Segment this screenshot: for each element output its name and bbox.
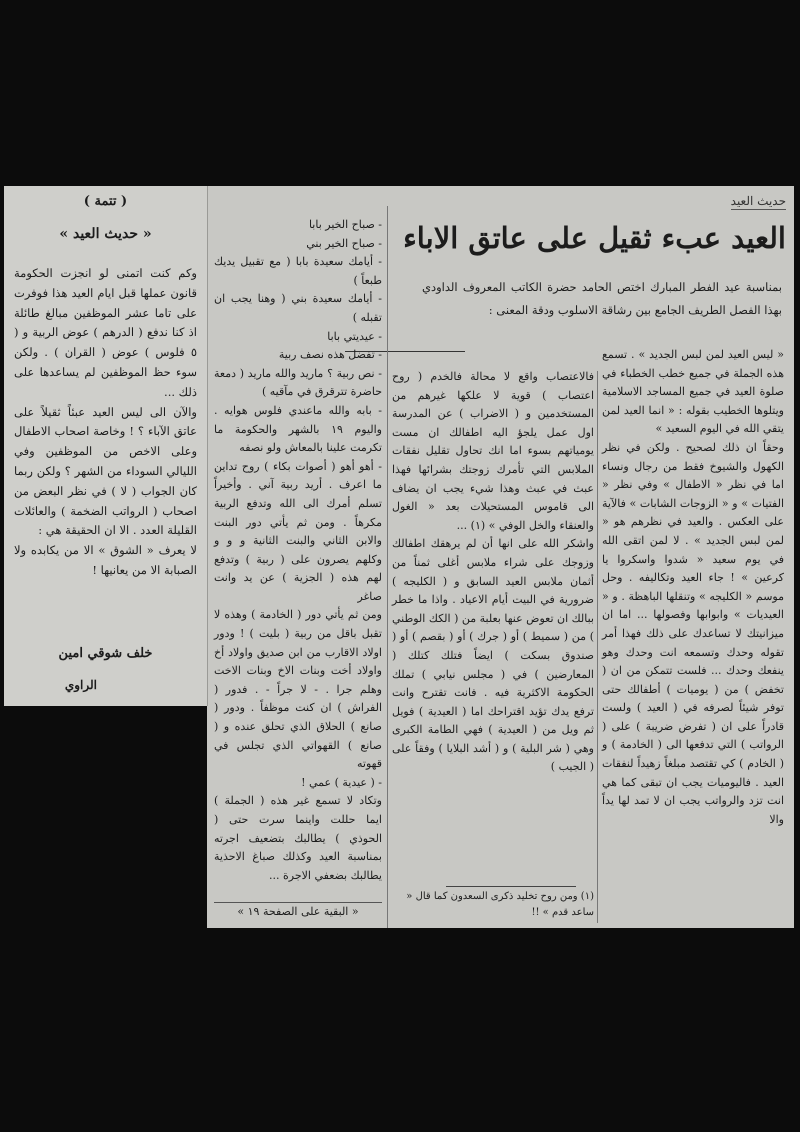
dialogue-line: - صباح الخير بابا xyxy=(308,218,382,231)
column-divider xyxy=(387,206,388,928)
paragraph: وكم كنت اتمنى لو انجزت الحكومة قانون عملها قبل ايام العيد هذا فوفرت على تاما عشر الموظفين مبالغ طائلة اذ كنا ندفع ( الدرهم ) عوض الربية و ( ٥ فلوس ) عوض ( القران ) . ولكن سوء حظ الموظفين لم يساعدها على ذلك ... xyxy=(14,266,197,399)
paragraph: وتكاد لا تسمع غير هذه ( الجملة ) ايما حللت واينما سرت حتى ( الحوذي ) يطالبك بتضعيف اجرته بمناسبة العيد وكذلك صباغ الاحذية يطالبك بضعفي الاجرة ... xyxy=(214,794,382,882)
verse: لا يعرف « الشوق » الا من يكابده ولا الصبابة الا من يعانيها ! xyxy=(14,543,197,577)
paragraph: - أهو أهو ( أصوات بكاء ) روح تداين ما اعرف . أريد ربية آني . وأخيراً تسلم أمرك الى الله وتدفع الربية مكرهاً . ومن ثم يأتي دور البنت والابن الثاني والبنت الثانية و و و وكلهم يصرون على ( ربية ) وتدفع لهم هذه ( الجزية ) عن يد وانت صاغر xyxy=(214,459,382,603)
intro-paragraph: بمناسبة عيد الفطر المبارك اختص الحامد حضرة الكاتب المعروف الداودي بهذا الفصل الطريف الجامع بين رشاقة الاسلوب ودقة المعنى : xyxy=(422,280,782,317)
continuation-label: ( تتمة ) xyxy=(83,194,128,209)
continuation-title: « حديث العيد » xyxy=(59,226,152,242)
footnote-divider xyxy=(446,886,576,887)
dialogue-line: - صباح الخير بني xyxy=(306,236,382,250)
continued-note: « البقية على الصفحة ١٩ » xyxy=(214,902,382,918)
section-tag: حديث العيد xyxy=(730,194,786,208)
paragraph: « ليس العيد لمن لبس الجديد » . تسمع هذه الجملة في جميع خطب الخطباء في صلوة العيد في جميع المساجد الاسلامية ويتلوها الخطيب بقوله : « انما العيد لمن يتقي الله في اليوم السعيد » xyxy=(602,348,784,436)
dialogue-line: - عيديتي بابا xyxy=(327,329,382,343)
continuation-clipping xyxy=(4,186,208,706)
author-origin: الراوي xyxy=(64,678,97,692)
paragraph: وحقاً ان ذلك لصحيح . ولكن في نظر الكهول والشيوخ فقط من رجال ونساء اما في نظر « الاطفال » وفي نظر « الفتيات » و « الزوجات الشابات » فالآية على العكس . والعيد في نظرهم هو « لمن لبس الجديد » . لا لمن اتقى الله في يوم سعيد « شدوا واسكروا يا كرعين » ! جاء العيد وتكاليفه . وحل موسم « الكليجه » وتنقلها الباهظة . و « العيديات » وابوابها وفصولها ... اما ان ميزانيتك لا تساعدك على ذلك فهذا أمر تقوله وحدك وتسمعه انت وحدك وهو ينفعك وحدك ... فلست تتمكن من ان ( تخفض ) من ( يوميات ) أطفالك حتى توفر شيئاً لصرفه في ( العيد ) ولست قادراً على ان ( تفرض ضريبة ) على ( الرواتب ) التي تدفعها الى ( الخادمة ) و ( الخادم ) كي تقتصد مبلغاً زهيداً لنفقات العيد . فاليوميات يجب ان تبقى كما هي انت تزد والرواتب يجب ان لا تمد لها يداً والا xyxy=(602,440,784,826)
author-signature: خلف شوقي امين xyxy=(58,646,153,661)
paragraph: - بابه والله ماعندي فلوس هوايه . واليوم ١٩ بالشهر والحكومة ما تكرمت علينا بالمعاش ولو نصفه xyxy=(214,403,382,455)
headline: العيد عبء ثقيل على عاتق الاباء xyxy=(403,221,786,255)
footnote: (١) ومن روح تخليد ذكرى السعدون كما قال « ساعد قدم » !! xyxy=(406,891,594,918)
column-divider xyxy=(597,371,598,923)
dialogue-line: - تفضل هذه نصف ربية xyxy=(278,348,382,362)
dialogue-line: - أيامك سعيدة بني ( وهنا يجب ان تقبله ) xyxy=(214,292,382,324)
continuation-column xyxy=(14,264,197,581)
dialogue-line: - ( عيدية ) عمي ! xyxy=(301,775,382,789)
paragraph: فالاعتصاب واقع لا محالة فالخدم ( روح اعتصاب ) قوية لا علكها غيرهم من المستخدمين و ( الاضراب ) عن المدرسة اول عمل يلجؤ اليه اطفالك ان مست يومياتهم بسوء اما انك تحاول تقليل نفقات الملابس التي تأمرك زوجتك بشرائها فهذا عبث في عبث وهذا شيء يجب ان يضاف الى قاموس المستحيلات بعد « الغول والعنقاء والخل الوفي » (١) ... xyxy=(392,370,594,532)
dialogue-line: - أيامك سعيدة بابا ( مع تقبيل يديك طبعاً ) xyxy=(214,255,382,287)
dialogue-line: - نص ربية ؟ ماريد والله ماريد ( دمعة حاضرة تترقرق في مآقيه ) xyxy=(214,366,382,399)
column-middle xyxy=(392,368,594,777)
paragraph: والآن الى ليس العيد عبئاً ثقيلاً على عاتق الآباء ؟ ! وخاصة اصحاب الاطفال وعلى الاخص من الموظفين وفي الليالي السوداء من الشهر ؟ ولكن ربما كان الجواب ( لا ) في نظر البعض من اصحاب ( الرواتب الضخمة ) والعائلات القليلة العدد . الا ان الحقيقة هي : xyxy=(14,404,197,538)
paragraph: واشكر الله على انها أن لم يرهقك اطفالك وزوجك على شراء ملابس أغلى ثمناً من أثمان ملابس العيد السابق و ( الكليجه ) ضرورية في البيت أيام الاعياد . واذا ما خطر ببالك ان تعوض عنها بعلبة من ( الكك الوطني ) من ( سميط ) أو ( جرك ) أو ( بقصم ) أو ( صندوق بسكت ) ايضاً فتلك كتلك ( المعارضين ) في ( مجلس نيابي ) تملك الحكومة الاكثرية فيه . فانت تقترح وانت ترفع يدك تؤيد اقتراحك اما ( العيدية ) فويل ثم ويل من ( العيدية ) فهي الطامة الكبرى وهي ( شر البلية ) و ( أشد البلايا ) وفقاً على ( الجيب ) xyxy=(392,537,594,774)
column-right xyxy=(602,346,784,829)
paragraph: ومن ثم يأتي دور ( الخادمة ) وهذه لا تقبل باقل من ربية ( بليت ) ! ودور اولاد الاقارب من ابن صديق واولاد أخ واولاد أخت وبنات الاخ وبنات الاخت وهلم جرا . - لا جراً - . فدور ( الفراش ) ان كنت موظفاً . ودور ( صانع ) الحلاق الذي تحلق عنده و ( صانع ) القهواتي الذي تجلس في قهوته xyxy=(214,608,382,771)
column-left xyxy=(214,216,382,885)
article-clipping xyxy=(207,186,794,928)
